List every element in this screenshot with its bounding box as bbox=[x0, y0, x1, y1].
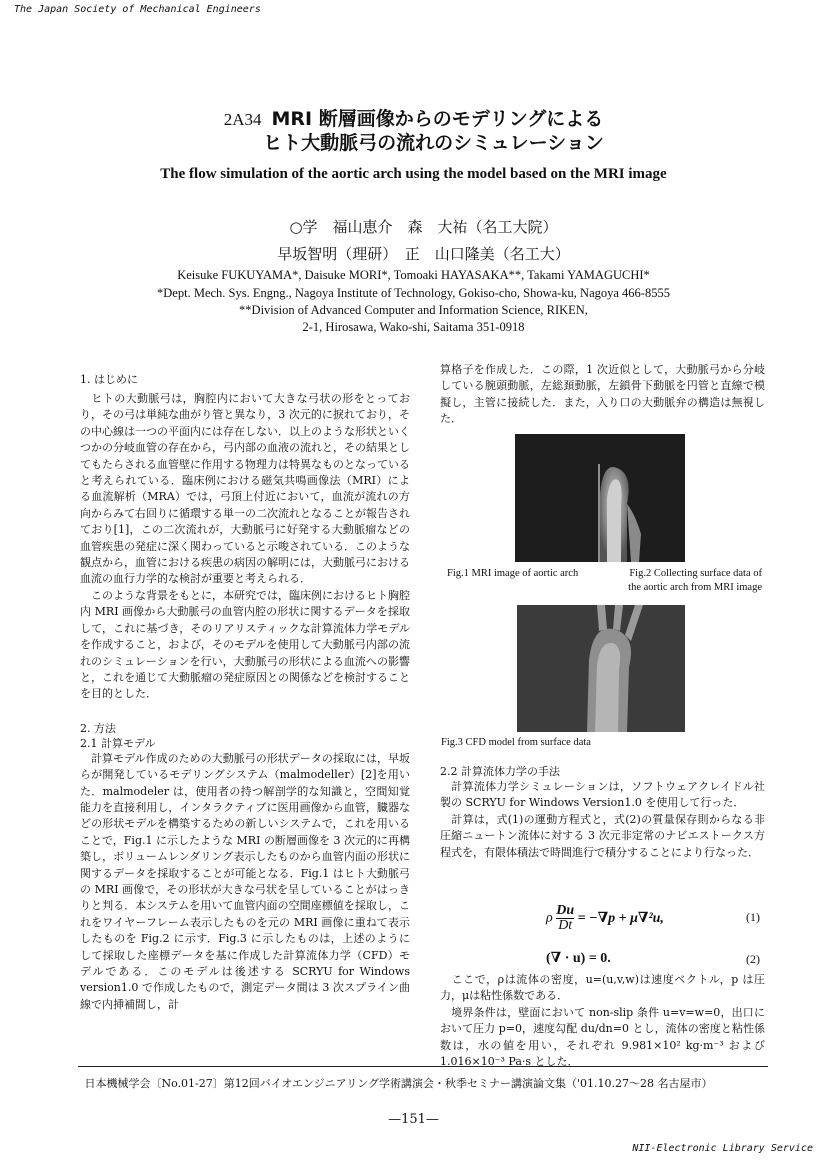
section-2-2-paragraph-1: 計算流体力学シミュレーションは，ソフトウェアクレイドル社製の SCRYU for Windows Version1.0 を使用して行った． bbox=[440, 780, 765, 810]
eq1-rho: ρ bbox=[546, 910, 553, 926]
section-2-1-paragraph: 計算モデル作成のための大動脈弓の形状データの採取には，早坂らが開発しているモデリングシステム（malmodeller）[2]を用いた．malmodeler は，使用者の持つ解剖学的な知識と，空間知覚能力を直接利用し，インタラクティブに医用画像から血管，臓器などの形状モデルを構築するための新しいシステムで，これを用いることで，Fig.1 に示したような MRI の断層画像を 3 次元的に再構築し，ボリュームレンダリング表示したものから血管内面の形状に関するデータを採取することが可能となる．Fig.1 はヒト大動脈弓の MRI 画像で，その形状が大きな弓状を呈していることがはっきりと判る．本システムを用いて血管内面の空間座標値を採取し，これをワイヤーフレーム表示したものを元の MRI 画像に重ねて表示したものを Fig.2 に示す．Fig.3 に示したものは，上述のようにして採取した座標データを基に作成した計算流体力学（CFD）モデルである．このモデルは後述する SCRYU for Windows version1.0 で作成したもので，測定データ間は 3 次スプライン曲線で内挿補間し，計 bbox=[80, 751, 410, 1011]
eq1-rhs: = −∇p + μ∇²u, bbox=[577, 911, 664, 926]
authors-jp-2: 早坂智明（理研） 正 山口隆美（名工大） bbox=[277, 245, 570, 263]
cfd-model-graphic bbox=[517, 605, 685, 732]
section-1-paragraph-2: このような背景をもとに，本研究では，臨床例におけるヒト胸腔内 MRI 画像から大動脈弓の血管内腔の形状に関するデータを採取して，これに基づき，そのリアリスティックな計算流体力学モデルを作成すること，および，そのモデルを使用して大動脈弓内部の流れのシミュレーションを行い，大動脈弓の形状による血流への影響と，これを通じて大動脈瘤の発症原因との関係などを検討することを目的とした． bbox=[80, 588, 410, 701]
equation-1 bbox=[546, 904, 664, 933]
page-number: —151— bbox=[388, 1112, 439, 1127]
section-2-2-heading: 2.2 計算流体力学の手法 bbox=[440, 765, 560, 778]
figure-1-caption: Fig.1 MRI image of aortic arch bbox=[447, 568, 579, 579]
eq1-denominator: Dt bbox=[558, 918, 573, 933]
title-line1 bbox=[0, 104, 827, 131]
equation-2: (∇ · u) = 0. bbox=[546, 951, 611, 966]
equation-2-label: (2) bbox=[746, 952, 760, 966]
title-line2: ヒト大動脈弓の流れのシミュレーション bbox=[263, 132, 604, 154]
equation-1-label: (1) bbox=[746, 910, 760, 924]
footer-proceedings: 日本機械学会〔No.01-27〕第12回バイオエンジニアリング学術講演会・秋季セミナー講演論文集（'01.10.27〜28 名古屋市） bbox=[84, 1077, 713, 1090]
section-2-1-heading: 2.1 計算モデル bbox=[80, 736, 156, 750]
english-title: The flow simulation of the aortic arch using the model based on the MRI image bbox=[160, 166, 667, 182]
left-column bbox=[80, 372, 410, 1013]
section-1-heading: 1. はじめに bbox=[80, 373, 138, 386]
affiliation-2: **Division of Advanced Computer and Information Science, RIKEN, bbox=[239, 303, 588, 317]
title-jp-1: MRI 断層画像からのモデリングによる bbox=[271, 108, 604, 130]
authors-en: Keisuke FUKUYAMA*, Daisuke MORI*, Tomoaki HAYASAKA**, Takami YAMAGUCHI* bbox=[177, 268, 650, 282]
section-1-paragraph-1: ヒトの大動脈弓は，胸腔内において大きな弓状の形をとっており，その弓は単純な曲がり管と異なり，3 次元的に捩れており，その中心線は一つの平面内には存在しない．以上のような形状といくつかの分岐血管の存在から，弓内部の血液の流れと，その結果としてもたらされる血管壁に作用する物理力は特異なものとなっていると考えられている．臨床例における磁気共鳴画像法（MRI）による血流解析（MRA）では，弓頂上付近において，血流が流れの方向からみて右回りに循環する単一の二次流れとなることが報告されており[1]，この二次流れが，大動脈弓に好発する大動脈瘤などの血管疾患の発症に深く関わっていると示唆されている．このような観点から，血管における疾患の病因の解明には，大動脈弓における血流の血行力学的な検討が重要と考えられる． bbox=[80, 392, 410, 586]
figure-3-caption: Fig.3 CFD model from surface data bbox=[441, 737, 591, 748]
figure-1-2-image bbox=[515, 434, 685, 562]
society-header: The Japan Society of Mechanical Engineers bbox=[14, 4, 261, 15]
section-2-2-paragraph-4: 境界条件は，壁面において non-slip 条件 u=v=w=0，出口において圧力 p=0，速度勾配 du/dn=0 とし，流体の密度と粘性係数は，水の値を用い，それぞれ 9.981×10² kg·m⁻³ および 1.016×10⁻³ Pa·s とした． bbox=[440, 1005, 765, 1069]
right-column-after-eq bbox=[440, 972, 765, 1070]
authors-jp-1: ○学 福山恵介 森 大祐（名工大院） bbox=[289, 218, 558, 236]
affiliation-3: 2-1, Hirosawa, Wako-shi, Saitama 351-0918 bbox=[302, 320, 525, 334]
section-2-heading: 2. 方法 bbox=[80, 721, 116, 735]
right-top-paragraph: 算格子を作成した．この際，1 次近似として，大動脈弓から分岐している腕頭動脈，左総頚動脈，左鎖骨下動脈を円管と直線で模擬し，主管に接続した．また，入り口の大動脈弁の構造は無視した． bbox=[440, 363, 765, 426]
section-2-2-paragraph-3: ここで，ρは流体の密度，u=(u,v,w)は速度ベクトル，p は圧力，μは粘性係数である． bbox=[440, 973, 765, 1003]
figure-2-caption-2: the aortic arch from MRI image bbox=[628, 582, 762, 593]
affiliation-1: *Dept. Mech. Sys. Engng., Nagoya Institute of Technology, Gokiso-cho, Showa-ku, Nagoya 466-8555 bbox=[157, 286, 670, 300]
right-column-section-2-2 bbox=[440, 764, 765, 861]
figure-3-image bbox=[517, 605, 685, 732]
footer-service: NII-Electronic Library Service bbox=[632, 1143, 813, 1154]
eq1-numerator: Du bbox=[556, 903, 575, 918]
figure-2-caption-1: Fig.2 Collecting surface data of bbox=[629, 568, 762, 579]
footer-divider bbox=[78, 1066, 768, 1067]
mri-aorta-graphic bbox=[515, 434, 685, 562]
right-column-top bbox=[440, 362, 765, 428]
paper-code: 2A34 bbox=[223, 110, 262, 129]
section-2-2-paragraph-2: 計算は，式(1)の運動方程式と，式(2)の質量保存則からなる非圧縮ニュートン流体に対する 3 次元非定常のナビエストークス方程式を，有限体積法で時間進行で積分することにより行なった． bbox=[440, 812, 765, 859]
